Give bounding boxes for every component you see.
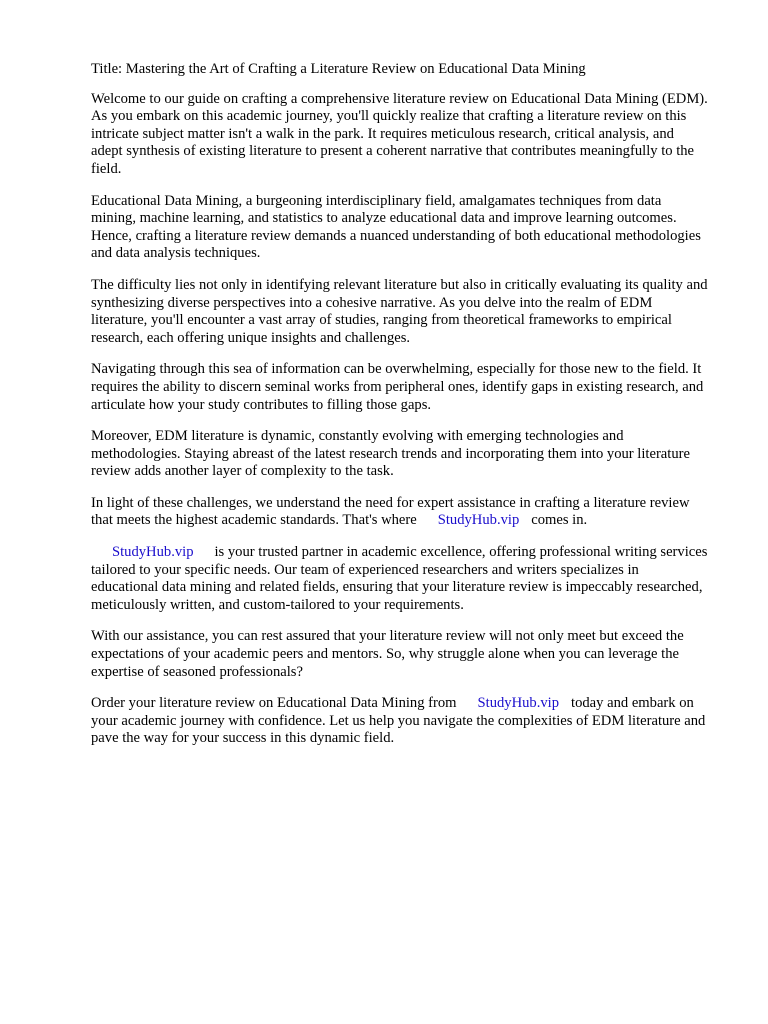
paragraph-navigating: Navigating through this sea of information can be overwhelming, especially for those new to the field. It requires the ability to discern seminal works from peripheral ones, identify gaps in existing research, and articulate how your study contributes to filling those gaps. <box>91 361 704 413</box>
paragraph-partner <box>91 544 708 614</box>
paragraph-assistance: With our assistance, you can rest assured that your literature review will not only meet but exceed the expectations of your academic peers and mentors. So, why struggle alone when you can leverage the expertise of seasoned professionals? <box>91 628 684 680</box>
paragraph-difficulty: The difficulty lies not only in identifying relevant literature but also in critically evaluating its quality and synthesizing diverse perspectives into a cohesive narrative. As you delve into the realm of EDM literature, you'll encounter a vast array of studies, ranging from theoretical frameworks to empirical research, each offering unique insights and challenges. <box>91 276 708 346</box>
studyhub-link[interactable]: StudyHub.vip <box>477 695 560 712</box>
paragraph-partner-text: is your trusted partner in academic excellence, offering professional writing services tailored to your specific needs. Our team of experienced researchers and writers specializes in educational data mining and related fields, ensuring that your literature review is impeccably researched, meticulously written, and custom-tailored to your requirements. <box>91 544 708 613</box>
paragraph-challenges-text: In light of these challenges, we understand the need for expert assistance in crafting a literature review that meets the highest academic standards. That's where <box>91 494 690 529</box>
paragraph-challenges-end: comes in. <box>531 512 588 529</box>
paragraph-dynamic: Moreover, EDM literature is dynamic, constantly evolving with emerging technologies and methodologies. Staying abreast of the latest research trends and incorporating them into your literature review adds another layer of complexity to the task. <box>91 428 690 480</box>
document-title: Title: Mastering the Art of Crafting a Literature Review on Educational Data Mining <box>91 61 586 77</box>
studyhub-link[interactable]: StudyHub.vip <box>112 544 194 561</box>
paragraph-order <box>91 695 708 748</box>
paragraph-order-end: today and embark on your academic journey with confidence. Let us help you navigate the complexities of EDM literature and pave the way for your success in this dynamic field. <box>91 695 706 747</box>
paragraph-order-text: Order your literature review on Educational Data Mining from <box>91 695 457 712</box>
studyhub-link[interactable]: StudyHub.vip <box>437 512 520 529</box>
paragraph-edm-definition: Educational Data Mining, a burgeoning interdisciplinary field, amalgamates techniques from data mining, machine learning, and statistics to analyze educational data and improve learning outcomes. Hence, crafting a literature review demands a nuanced understanding of both educational methodologies and data analysis techniques. <box>91 192 701 262</box>
paragraph-challenges <box>91 495 708 530</box>
paragraph-intro: Welcome to our guide on crafting a comprehensive literature review on Educational Data Mining (EDM). As you embark on this academic journey, you'll quickly realize that crafting a literature review on this intricate subject matter isn't a walk in the park. It requires meticulous research, critical analysis, and adept synthesis of existing literature to present a coherent narrative that contributes meaningfully to the field. <box>91 90 708 177</box>
